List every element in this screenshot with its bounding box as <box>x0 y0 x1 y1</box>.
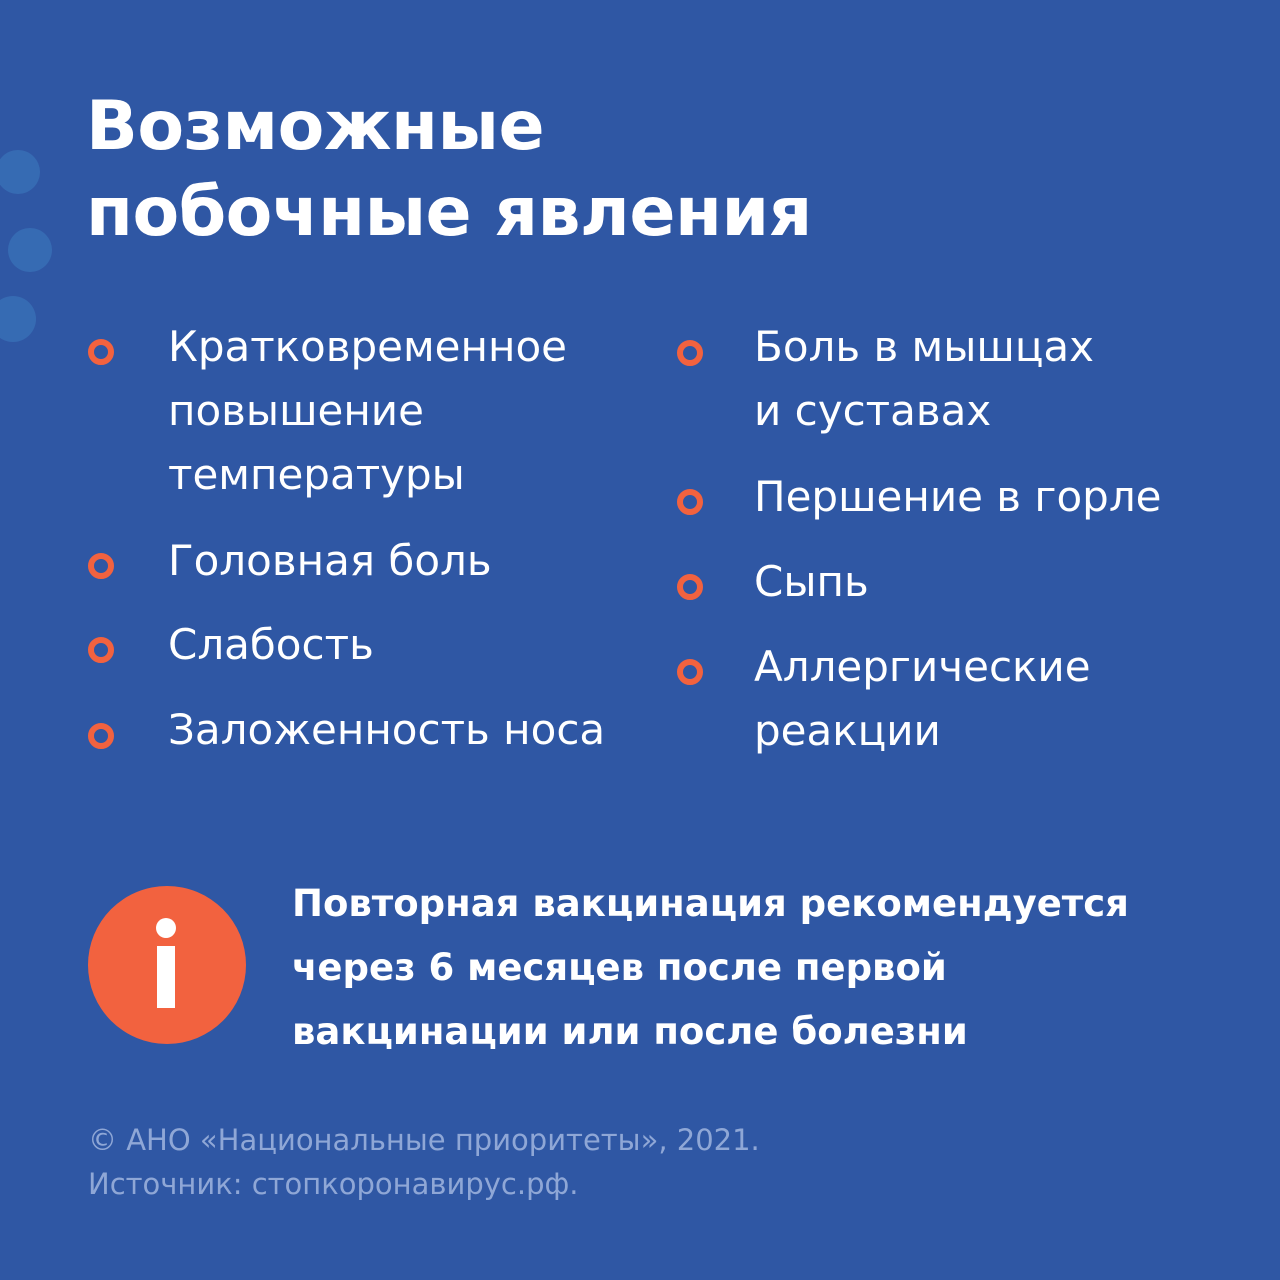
info-note-line: вакцинации или после болезни <box>292 1010 968 1053</box>
list-item <box>168 613 374 677</box>
list-item-label: Аллергические <box>754 642 1091 691</box>
list-item <box>754 550 869 614</box>
list-item-label: Боль в мышцах <box>754 322 1095 371</box>
info-icon-dot <box>156 918 176 938</box>
info-note-line: через 6 месяцев после первой <box>292 946 947 989</box>
list-item <box>754 635 1091 763</box>
list-item-label: Першение в горле <box>754 472 1162 521</box>
decorative-dot <box>8 228 52 272</box>
bullet-icon <box>88 339 114 365</box>
title-line: Возможные <box>86 87 545 166</box>
decorative-dot <box>0 296 36 342</box>
list-item <box>168 315 567 507</box>
list-item-label: температуры <box>168 450 465 499</box>
list-item-label: и суставах <box>754 386 992 435</box>
title-line: побочные явления <box>86 173 812 252</box>
page-title <box>86 84 812 256</box>
bullet-icon <box>677 574 703 600</box>
bullet-icon <box>88 553 114 579</box>
info-icon-stem <box>157 946 175 1008</box>
list-item-label: реакции <box>754 706 941 755</box>
list-item <box>754 315 1094 443</box>
list-item <box>754 465 1162 529</box>
bullet-icon <box>677 659 703 685</box>
list-item-label: Сыпь <box>754 557 869 606</box>
bullet-icon <box>88 637 114 663</box>
list-item-label: Заложенность носа <box>168 705 606 754</box>
decorative-dot <box>0 150 40 194</box>
list-item-label: Кратковременное <box>168 322 567 371</box>
bullet-icon <box>88 723 114 749</box>
list-item-label: Слабость <box>168 620 374 669</box>
info-note-line: Повторная вакцинация рекомендуется <box>292 882 1129 925</box>
info-note <box>292 872 1129 1064</box>
bullet-icon <box>677 489 703 515</box>
bullet-icon <box>677 340 703 366</box>
copyright-text: © АНО «Национальные приоритеты», 2021. <box>88 1123 760 1157</box>
list-item-label: Головная боль <box>168 536 492 585</box>
list-item <box>168 698 605 762</box>
footer <box>88 1118 760 1206</box>
list-item-label: повышение <box>168 386 424 435</box>
source-text: Источник: стопкоронавирус.рф. <box>88 1167 579 1201</box>
list-item <box>168 529 492 593</box>
